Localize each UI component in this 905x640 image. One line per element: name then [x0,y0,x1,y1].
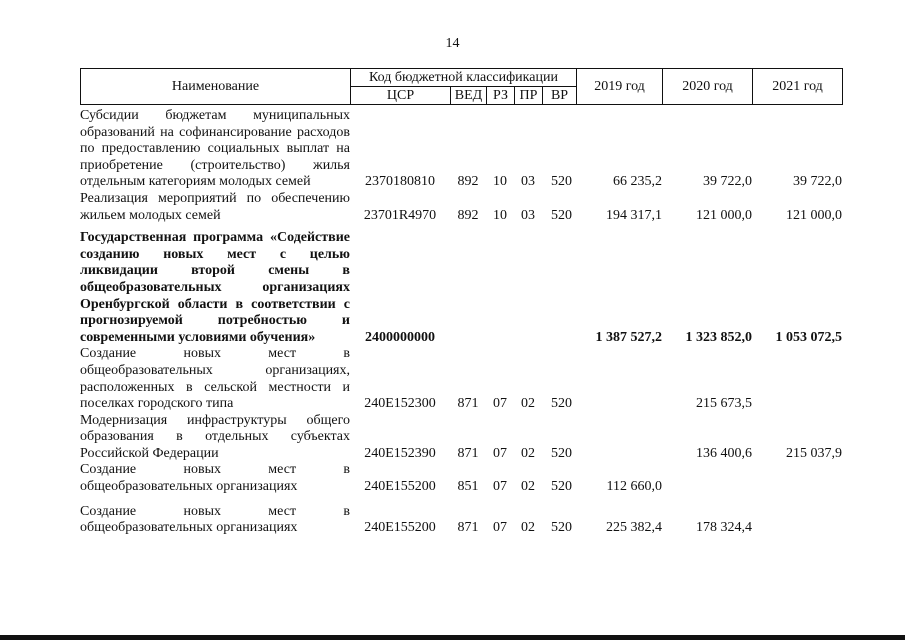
header-vr: ВР [543,87,577,105]
row-2020: 121 000,0 [696,207,752,223]
row-2020: 136 400,6 [696,445,752,461]
row-2020: 178 324,4 [696,520,752,536]
row-ved: 851 [457,479,479,495]
row-ved: 892 [457,207,479,223]
row-vr: 520 [551,174,572,190]
row-2019: 225 382,4 [606,520,662,536]
row-pr: 02 [521,396,535,412]
table-row [80,191,870,224]
row-name: Создание новых мест в общеобразовательных организациях, расположенных в сельской местности и поселках городского типа [80,346,350,412]
row-csr: 23701R4970 [363,207,437,223]
table-row [80,346,870,412]
row-ved: 871 [457,520,479,536]
row-2020: 39 722,0 [703,174,752,190]
header-2021: 2021 год [753,69,843,105]
header-ved: ВЕД [451,87,487,105]
row-vr: 520 [551,396,572,412]
row-csr: 240E152300 [364,396,436,412]
row-2019: 66 235,2 [613,174,662,190]
row-pr: 03 [521,207,535,223]
header-csr: ЦСР [351,87,451,105]
row-rz: 07 [493,479,507,495]
header-2019: 2019 год [577,69,663,105]
row-name: Создание новых мест в общеобразовательных организациях [80,503,350,536]
row-csr: 2400000000 [365,329,435,345]
row-2021: 121 000,0 [786,207,842,223]
row-pr: 02 [521,479,535,495]
header-rz: РЗ [487,87,515,105]
table-row [80,108,870,191]
row-2019: 194 317,1 [606,207,662,223]
row-rz: 10 [493,174,507,190]
header-code-group: Код бюджетной классификации [351,69,577,87]
row-name: Субсидии бюджетам муниципальных образований на софинансирование расходов по предоставлению социальных выплат на приобретение (строительство) жилья отдельным категориям молодых семей [80,108,350,190]
header-pr: ПР [515,87,543,105]
row-csr: 240E155200 [364,479,436,495]
row-2021: 1 053 072,5 [775,329,842,345]
budget-table-header [80,68,843,105]
row-csr: 240E155200 [364,520,436,536]
row-vr: 520 [551,445,572,461]
row-csr: 2370180810 [365,174,435,190]
header-name: Наименование [81,69,351,105]
budget-table-body [80,108,870,537]
row-vr: 520 [551,207,572,223]
row-rz: 07 [493,396,507,412]
table-row [80,413,870,463]
page-number: 14 [445,36,460,51]
row-vr: 520 [551,479,572,495]
row-pr: 02 [521,520,535,536]
table-row-program [80,230,870,346]
row-rz: 07 [493,520,507,536]
row-2021: 39 722,0 [793,174,842,190]
row-vr: 520 [551,520,572,536]
row-ved: 892 [457,174,479,190]
row-name: Реализация мероприятий по обеспечению жильем молодых семей [80,190,350,223]
row-2019: 1 387 527,2 [595,329,662,345]
row-rz: 07 [493,445,507,461]
header-2020: 2020 год [663,69,753,105]
row-2020: 1 323 852,0 [685,329,752,345]
table-row [80,504,870,537]
row-ved: 871 [457,396,479,412]
row-2019: 112 660,0 [606,479,662,495]
row-pr: 02 [521,445,535,461]
row-2020: 215 673,5 [696,396,752,412]
row-ved: 871 [457,445,479,461]
row-2021: 215 037,9 [786,445,842,461]
table-row [80,462,870,495]
row-name: Создание новых мест в общеобразовательных организациях [80,462,350,495]
row-pr: 03 [521,174,535,190]
scan-edge-bar [0,635,905,640]
row-csr: 240E152390 [364,445,436,461]
row-rz: 10 [493,207,507,223]
row-name: Модернизация инфраструктуры общего образования в отдельных субъектах Российской Федерации [80,412,350,461]
row-name: Государственная программа «Содействие созданию новых мест с целью ликвидации второй смены в общеобразовательных организациях Оренбургской области в соответствии с прогнозируемой потребностью и современными условиями обучения» [80,230,350,345]
